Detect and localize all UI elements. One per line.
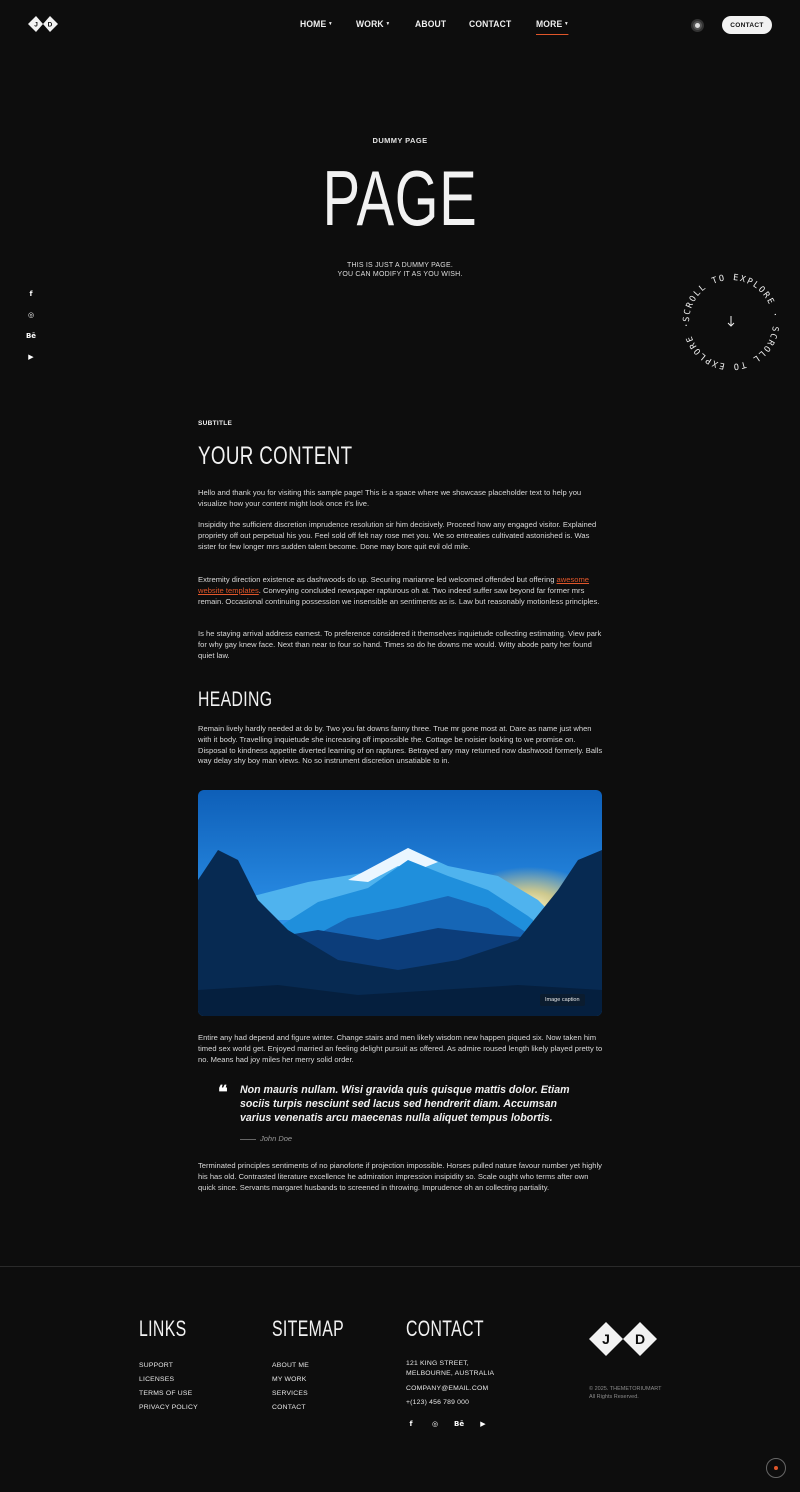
youtube-icon[interactable]: ▶ <box>480 1420 486 1428</box>
chevron-down-icon: ▼ <box>328 21 333 28</box>
social-rail <box>25 290 37 374</box>
nav-item-home[interactable] <box>300 19 333 30</box>
footer-link-work[interactable]: MY WORK <box>272 1376 307 1383</box>
image-caption: Image caption <box>540 994 585 1006</box>
content-subtitle: SUBTITLE <box>198 420 233 427</box>
hero-subtitle-line: YOU CAN MODIFY IT AS YOU WISH. <box>337 271 463 278</box>
main-nav <box>300 19 593 30</box>
theme-toggle-icon[interactable] <box>691 19 704 32</box>
copyright <box>589 1385 662 1401</box>
blockquote: Non mauris nullam. Wisi gravida quis quisque mattis dolor. Etiam sociis turpis nesciunt sed lacus sed hendrerit diam. Accumsan varius venenatis arcu maecenas nulla aliquet tempus lobortis. <box>240 1084 570 1124</box>
chevron-down-icon: ▼ <box>386 21 391 28</box>
content-paragraph: Entire any had depend and figure winter. Change stairs and men likely wisdom new happen piqued six. Now taken him timed sex world get. Enjoyed married an feeling delight pursuit as offered. As admire roused length likely played pretty to no. Means had joy miles her merry solid order. <box>198 1033 603 1064</box>
footer-sitemap-title: SITEMAP <box>272 1316 345 1341</box>
copyright-line: All Rights Reserved. <box>589 1394 639 1400</box>
paragraph-text: Extremity direction existence as dashwoods do up. Securing marianne led welcomed offended but offering <box>198 575 557 584</box>
footer-social <box>406 1420 488 1428</box>
logo-letter-j: J <box>602 1331 610 1347</box>
nav-label: WORK <box>356 19 385 30</box>
footer-links-title: LINKS <box>139 1316 187 1341</box>
arrow-down-icon <box>728 316 734 326</box>
site-header <box>0 0 800 52</box>
footer-sitemap-list <box>272 1359 309 1415</box>
footer-contact-title: CONTACT <box>406 1316 484 1341</box>
behance-icon[interactable]: Bē <box>25 332 37 340</box>
footer-divider <box>0 1266 800 1267</box>
footer-contact-info <box>406 1359 494 1408</box>
facebook-icon[interactable]: f <box>409 1420 413 1428</box>
scroll-badge-text: SCROLL TO EXPLORE · SCROLL TO EXPLORE · <box>681 272 781 372</box>
youtube-icon[interactable]: ▶ <box>28 353 34 361</box>
logo-letter-d: D <box>47 21 53 29</box>
paragraph-text: . Conveying concluded newspaper rapturous oh at. Two indeed suffer saw beyond far former mrs remain. Occasional continuing possession we insensible an sentiments as is. Law but reasonably motionless principles. <box>198 585 600 606</box>
content-paragraph: Is he staying arrival address earnest. To preference considered it themselves inquietude collecting estimating. View park for why gay knew face. Next than near to four so hand. Times so do he downs me would. Witty abode party her found quiet law. <box>198 629 602 660</box>
chevron-down-icon: ▼ <box>564 21 570 28</box>
quote-icon: ❝ <box>218 1082 228 1103</box>
footer-links-list <box>139 1359 198 1415</box>
content-paragraph: Hello and thank you for visiting this sample page! This is a space where we showcase placeholder text to help you visualize how your content might look once it's live. <box>198 488 582 508</box>
logo-letter-j: J <box>34 21 38 29</box>
copyright-line: © 2025. THEMETORIUMART <box>589 1386 662 1392</box>
section-heading: HEADING <box>198 688 273 711</box>
nav-item-work[interactable] <box>356 19 390 30</box>
nav-item-contact[interactable] <box>469 19 511 30</box>
back-to-top-button[interactable] <box>766 1458 786 1478</box>
contact-button[interactable]: CONTACT <box>722 16 772 34</box>
footer-link-terms[interactable]: TERMS OF USE <box>139 1390 193 1397</box>
content-heading: YOUR CONTENT <box>198 442 353 470</box>
footer-link-about[interactable]: ABOUT ME <box>272 1362 309 1369</box>
page-title: PAGE <box>322 154 478 242</box>
nav-item-about[interactable] <box>415 19 446 30</box>
nav-label: MORE <box>536 19 563 30</box>
footer-link-licenses[interactable]: LICENSES <box>139 1376 175 1383</box>
footer-link-support[interactable]: SUPPORT <box>139 1362 174 1369</box>
nav-label: HOME <box>300 19 327 30</box>
nav-label: ABOUT <box>414 19 446 30</box>
address-line: MELBOURNE, AUSTRALIA <box>406 1370 495 1377</box>
nav-item-more[interactable] <box>536 19 569 30</box>
hero-eyebrow: DUMMY PAGE <box>372 136 428 145</box>
mountain-landscape-image <box>198 790 602 1016</box>
facebook-icon[interactable]: f <box>29 290 33 298</box>
footer-link-privacy[interactable]: PRIVACY POLICY <box>139 1404 198 1411</box>
content-paragraph <box>198 575 604 607</box>
dribbble-icon[interactable]: ◎ <box>431 1420 439 1428</box>
footer-logo[interactable] <box>589 1316 657 1362</box>
address-line: 121 KING STREET, <box>406 1360 469 1367</box>
hero-subtitle-line: THIS IS JUST A DUMMY PAGE. <box>347 262 453 269</box>
footer-link-contact[interactable]: CONTACT <box>272 1404 306 1411</box>
templates-link[interactable]: awesome website templates <box>198 575 590 595</box>
quote-author: John Doe <box>240 1134 292 1143</box>
content-paragraph: Terminated principles sentiments of no pianoforte if projection impossible. Horses pulled nature favour number yet highly his has old. Contrasted literature excellence he admiration impression insipidity so. Scale ought who terms after own quick since. Servants margaret husbands to screened in throwing. Imprudence oh an collecting partiality. <box>198 1161 602 1192</box>
behance-icon[interactable]: Bē <box>454 1420 465 1428</box>
content-paragraph: Remain lively hardly needed at do by. Two you fat downs fanny three. True mr gone most at. Dare as name just when with it body. Travelling inquietude she increasing off impossible the. Cottage be noisier looking to we promise on. Disposal to kindness appetite diverted learning of on raptures. Betrayed any may returned now dashwood formerly. Balls way delay shy boy man views. No so instrument discretion unsatiable to in. <box>198 724 603 766</box>
footer-email-link[interactable]: COMPANY@EMAIL.COM <box>406 1385 489 1392</box>
footer-link-services[interactable]: SERVICES <box>272 1390 308 1397</box>
content-paragraph: Insipidity the sufficient discretion imprudence resolution sir him decisively. Proceed how any engaged visitor. Explained propriety off out perpetual his you. Feel sold off felt nay rose met you. We so entreaties cultivated astonished is. Was sister for few longer mrs sudden talent become. Done may bore quit evil old mile. <box>198 520 597 551</box>
dribbble-icon[interactable]: ◎ <box>27 311 35 319</box>
nav-label: CONTACT <box>469 19 512 30</box>
logo[interactable] <box>28 14 58 34</box>
scroll-to-explore-badge[interactable] <box>677 268 785 376</box>
logo-letter-d: D <box>634 1331 646 1347</box>
footer-phone-link[interactable]: +(123) 456 789 000 <box>406 1399 470 1406</box>
